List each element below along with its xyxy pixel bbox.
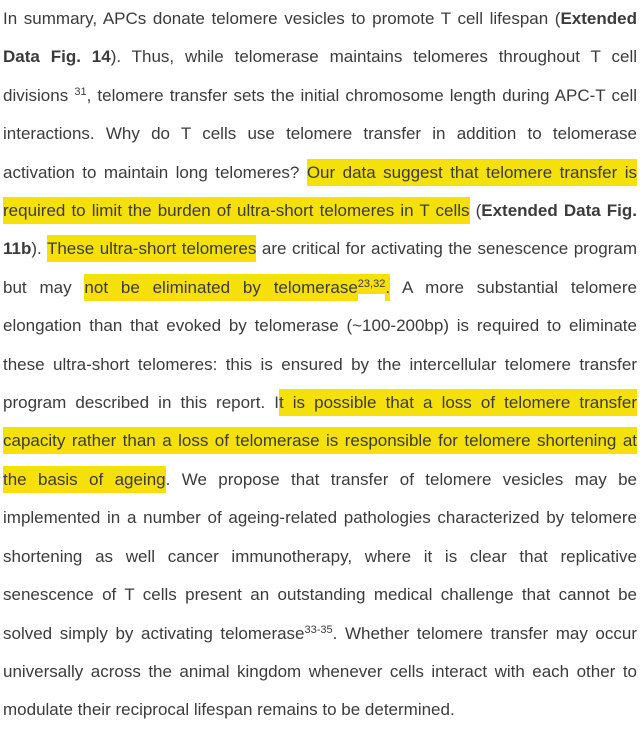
text-segment: In summary, APCs donate telomere vesicles to promote T cell lifespan (: [3, 9, 561, 28]
text-segment: . We propose that transfer of telomere vesicles may be implemented in a number of ageing-related pathologies characterized by telomere shortening as well cancer immunotherapy, where it is clear that replicative senescence of T cells present an outstanding medical challenge that cannot be solved simply by activating telomerase: [3, 469, 637, 643]
highlighted-text: not be eliminated by telomerase: [84, 274, 357, 301]
bold-figure-reference: Extended Data Fig. 14: [3, 9, 637, 67]
highlighted-text: Our data suggest that telomere transfer is required to limit the burden of ultra-short telomeres in T cells: [3, 159, 637, 224]
highlighted-text: t is possible that a loss of telomere transfer capacity rather than a loss of telomerase is responsible for telomere shortening at the basis of ageing: [3, 389, 637, 493]
paper-paragraph: [3, 0, 637, 730]
superscript-citation: 31: [74, 85, 87, 98]
text-segment: . Whether telomere transfer may occur universally across the animal kingdom whenever cells interact with each other to modulate their reciprocal lifespan remains to be determined.: [3, 623, 637, 720]
text-segment: (: [469, 201, 482, 221]
highlighted-text: These ultra-short telomeres: [47, 235, 256, 262]
highlighted-superscript-citation: 23,32: [358, 274, 386, 294]
text-segment: , telomere transfer sets the initial chromosome length during APC-T cell interactions. Why do T cells use telomere transfer in addition to telomerase activation to maintain long telomeres?: [3, 85, 637, 182]
highlighted-text: .: [385, 274, 390, 301]
text-segment: ).: [31, 239, 47, 259]
text-segment: A more substantial telomere elongation than that evoked by telomerase (~100-200bp) is required to eliminate these ultra-short telomeres: this is ensured by the intercellular telomere transfer program described in this report. I: [3, 277, 637, 413]
text-segment: are critical for activating the senescence program but may: [3, 239, 637, 297]
superscript-citation: 33-35: [304, 623, 333, 636]
bold-figure-reference: Extended Data Fig. 11b: [3, 201, 637, 259]
text-segment: ). Thus, while telomerase maintains telomeres throughout T cell divisions: [3, 47, 637, 105]
